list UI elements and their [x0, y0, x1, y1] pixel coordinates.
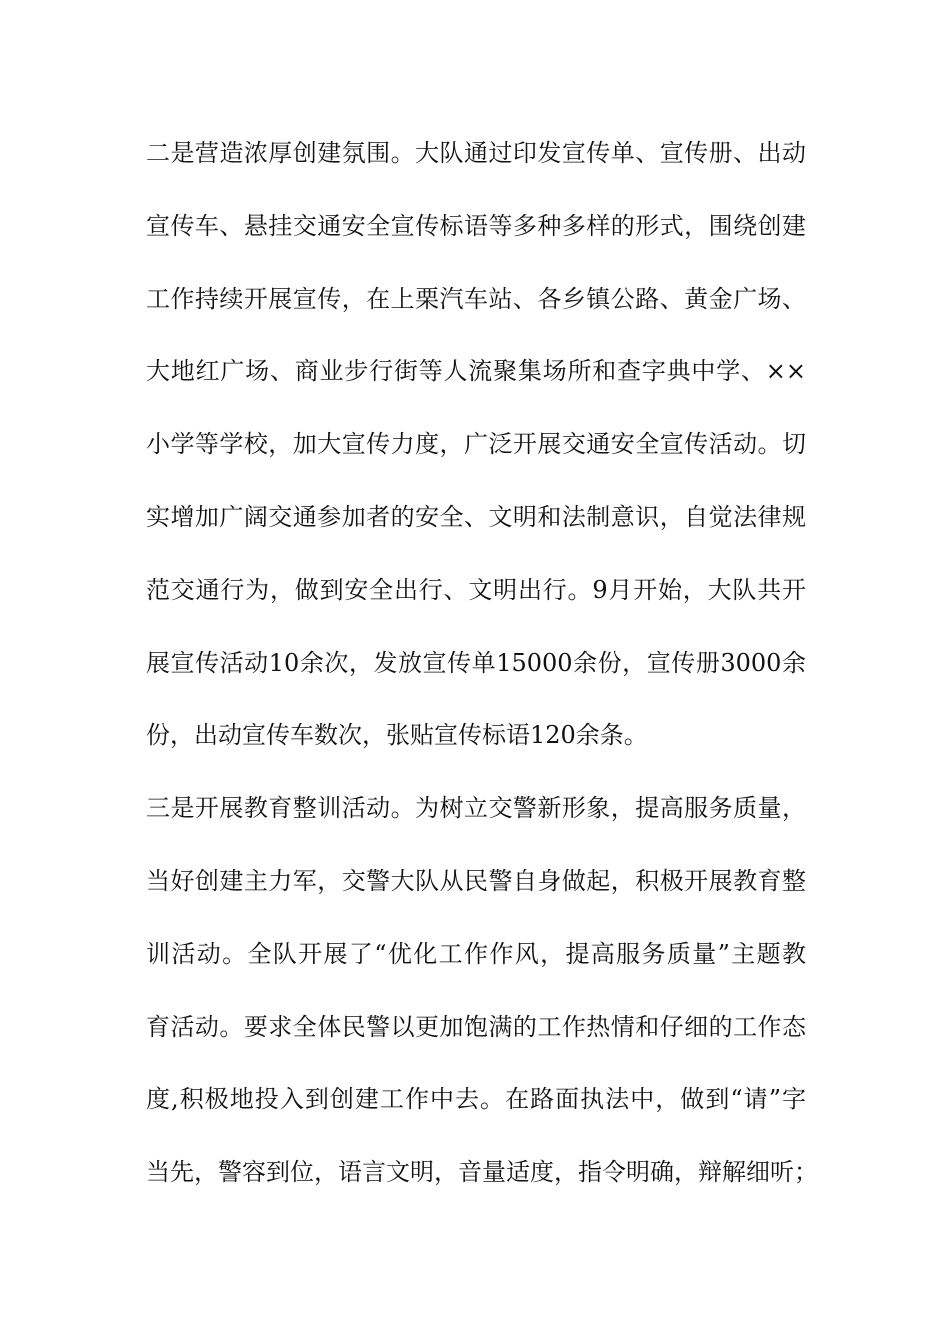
text-line: 实增加广阔交通参加者的安全、文明和法制意识，自觉法律规	[146, 502, 806, 531]
text-line: 三是开展教育整训活动。为树立交警新形象，提高服务质量，	[146, 794, 806, 823]
text-line: 训活动。全队开展了“优化工作作风，提高服务质量”主题教	[146, 939, 806, 968]
document-body	[146, 130, 818, 1222]
text-line: 育活动。要求全体民警以更加饱满的工作热情和仔细的工作态	[146, 1012, 806, 1041]
text-line: 范交通行为，做到安全出行、文明出行。9月开始，大队共开	[146, 575, 806, 604]
text-line: 大地红广场、商业步行街等人流聚集场所和查字典中学、××	[146, 357, 806, 386]
text-line: 份，出动宣传车数次，张贴宣传标语120余条。	[146, 721, 648, 750]
text-line: 二是营造浓厚创建氛围。大队通过印发宣传单、宣传册、出动	[146, 139, 806, 167]
text-line: 当先，警容到位，语言文明，音量适度，指令明确，辩解细听；	[146, 1158, 818, 1187]
text-line: 展宣传活动10余次，发放宣传单15000余份，宣传册3000余	[146, 648, 806, 677]
text-line: 度,积极地投入到创建工作中去。在路面执法中，做到“请”字	[146, 1085, 806, 1114]
text-line: 小学等学校，加大宣传力度，广泛开展交通安全宣传活动。切	[146, 430, 806, 459]
text-line: 工作持续开展宣传，在上栗汽车站、各乡镇公路、黄金广场、	[146, 284, 806, 313]
text-line: 宣传车、悬挂交通安全宣传标语等多种多样的形式，围绕创建	[146, 211, 806, 240]
text-line: 当好创建主力军，交警大队从民警自身做起，积极开展教育整	[146, 866, 806, 895]
